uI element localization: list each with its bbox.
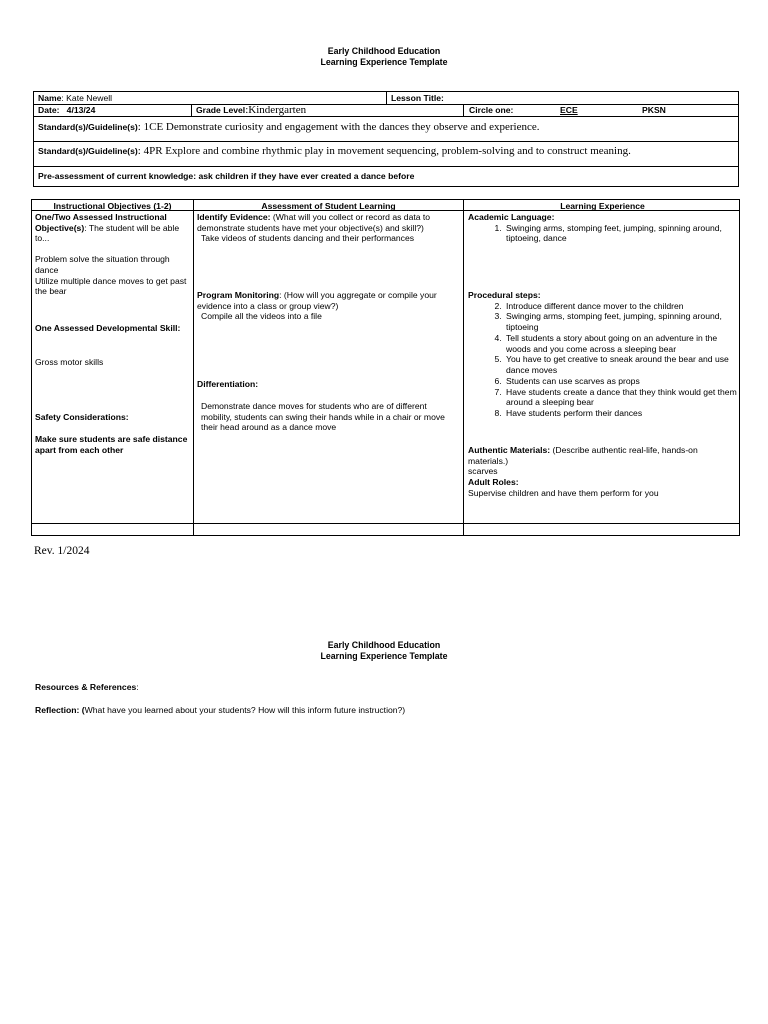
objective-1: Problem solve the situation through dance [35,254,170,275]
circle-one-label: Circle one: [469,105,514,115]
list-item: 8. Have students perform their dances [504,408,738,419]
resources-references: Resources & References: [35,682,139,692]
program-monitoring-value: Compile all the videos into a file [201,311,322,322]
col-header-experience: Learning Experience [560,201,645,211]
col-header-assessment: Assessment of Student Learning [261,201,396,211]
reflection: Reflection: (What have you learned about your students? How will this inform future instruction?) [35,705,406,715]
identify-evidence-value: Take videos of students dancing and their performances [201,233,415,244]
authentic-materials: Authentic Materials: (Describe authentic real-life, hands-on materials.) scarves Adult Roles: Supervise children and have them perform for you [468,445,738,499]
col-header-objectives: Instructional Objectives (1-2) [53,201,172,211]
lesson-title-label: Lesson Title: [391,93,444,103]
adult-roles-value: Supervise children and have them perform for you [468,487,659,498]
revision-note: Rev. 1/2024 [34,545,90,557]
page-heading-line1: Early Childhood Education [327,46,441,56]
list-item: 4. Tell students a story about going on an adventure in the woods and you come across a sleeping bear [504,333,738,354]
identify-evidence: Identify Evidence: (What will you collect or record as data to demonstrate students have met your objective(s) and skill?) Take videos of students dancing and their performances [197,212,459,244]
standard-1: Standard(s)/Guideline(s): 1CE Demonstrate curiosity and engagement with the dances they observe and experience. [38,121,540,133]
circle-option-pksn: PKSN [642,105,666,115]
list-item: 7. Have students create a dance that they think would get them around a sleeping bear [504,387,738,408]
page2-heading-line1: Early Childhood Education [327,640,441,650]
objectives-text: One/Two Assessed Instructional Objective(s): The student will be able to... [35,212,180,244]
name-field: Name: Kate Newell [38,93,113,103]
program-monitoring: Program Monitoring: (How will you aggregate or compile your evidence into a class or group view?) Compile all the videos into a file [197,290,459,322]
date-field: Date: 4/13/24 [38,105,96,115]
page-heading-line2: Learning Experience Template [320,57,448,67]
list-item: 5. You have to get creative to sneak around the bear and use dance moves [504,354,738,375]
academic-language: Academic Language: 1. Swinging arms, stomping feet, jumping, spinning around, tiptoeing, dance [468,212,738,244]
developmental-skill-value: Gross motor skills [35,357,104,367]
safety-label: Safety Considerations: [35,412,129,422]
procedural-steps-list [468,301,738,419]
page2-heading-line2: Learning Experience Template [320,651,448,661]
list-item: 2. Introduce different dance mover to the children [504,301,738,312]
list-item: 6. Students can use scarves as props [504,376,738,387]
objectives-column [35,212,191,297]
differentiation-value: Demonstrate dance moves for students who are of different mobility, students can swing their hands while in a chair or move their head around as a dance move [201,401,445,433]
objective-2: Utilize multiple dance moves to get past the bear [35,275,187,297]
standard-2: Standard(s)/Guideline(s): 4PR Explore and combine rhythmic play in movement sequencing, problem-solving and to construct meaning. [38,145,631,157]
list-item: 3. Swinging arms, stomping feet, jumping, spinning around, tiptoeing [504,311,738,332]
adult-roles-label: Adult Roles: [468,477,519,488]
developmental-skill-label: One Assessed Developmental Skill: [35,323,181,333]
authentic-materials-value: scarves [468,466,498,477]
list-item: 1. Swinging arms, stomping feet, jumping, spinning around, tiptoeing, dance [504,223,738,244]
academic-language-list [468,223,738,244]
procedural-steps: Procedural steps: 2. Introduce different dance mover to the children 3. Swinging arms, stomping feet, jumping, spinning around, tiptoeing 4. Tell students a story about going on an adventure in the woods and you come across a sleeping bear 5. You have to get creative to sneak around the bear and use dance moves 6. Students can use scarves as props 7. Have students create a dance that they think would get them around a sleeping bear 8. Have students perform their dances [468,290,738,419]
grade-level-field: Grade Level:Kindergarten [196,104,307,116]
pre-assessment: Pre-assessment of current knowledge: ask children if they have ever created a dance before [38,171,415,181]
differentiation-label: Differentiation: [197,379,259,389]
circle-option-ece: ECE [560,105,578,115]
safety-value: Make sure students are safe distance apart from each other [35,434,188,455]
lesson-info-table [33,91,739,187]
learning-experience-table [31,199,740,536]
